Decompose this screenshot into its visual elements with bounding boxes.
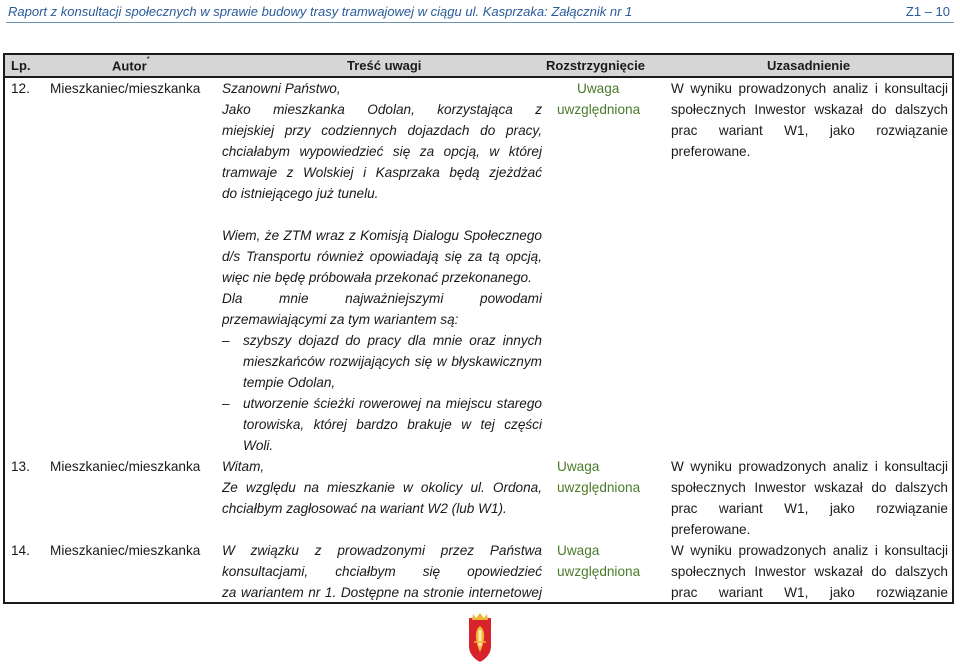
col-resolution: Rozstrzygnięcie [546,58,645,73]
row-lp: 13. [11,459,30,474]
bullet-list [222,330,542,456]
page-header [6,0,954,23]
col-justification: Uzasadnienie [767,58,851,73]
row-content: Witam, Ze względu na mieszkanie w okolicy ul. Ordona, chciałbym zagłosować na wariant W2 (lub W1). [222,459,542,516]
col-author: Autor* [112,55,150,74]
table-header [5,55,952,78]
list-item: – szybszy dojazd do pracy dla mnie oraz innych mieszkańców rozwijających się w błyskawicznym tempie Odolan, [222,330,542,393]
row-justification: W wyniku prowadzonych analiz i konsultacji społecznych Inwestor wskazał do dalszych prac wariant W1, jako rozwiązanie preferowane. [671,459,948,537]
row-content: Szanowni Państwo, Jako mieszkanka Odolan, korzystająca z miejskiej przy codziennych dojazdach do pracy, chciałabym wypowiedzieć się za opcją, w której tramwaje z Wolskiej i Kasprzaka będą zjeżdżać do istniejącego już tunelu. [222,81,542,201]
resolution-status: Uwaga uwzględniona [557,459,641,495]
row-author: Mieszkaniec/mieszkanka [50,81,201,96]
dash-bullet-icon: – [222,333,230,348]
row-lp: 12. [11,81,30,96]
list-item: – utworzenie ścieżki rowerowej na miejscu starego torowiska, której bardzo brakuje w tej części Woli. [222,393,542,456]
comments-table [3,53,954,604]
col-lp: Lp. [11,58,31,73]
row-author: Mieszkaniec/mieszkanka [50,459,201,474]
dash-bullet-icon: – [222,396,230,411]
resolution-status: Uwaga uwzględniona [557,543,641,579]
row-justification: W wyniku prowadzonych analiz i konsultacji społecznych Inwestor wskazał do dalszych prac wariant W1, jako rozwiązanie preferowane. [671,81,948,159]
resolution-status: Uwaga uwzględniona [557,81,641,117]
author-footnote-mark: * [146,55,150,64]
row-author: Mieszkaniec/mieszkanka [50,543,201,558]
warsaw-coat-of-arms-icon [465,612,495,664]
row-content: W związku z prowadzonymi przez Państwa konsultacjami, chciałbym się opowiedzieć za wariantem nr 1. Dostępne na stronie internetowej [222,543,542,600]
row-justification: W wyniku prowadzonych analiz i konsultacji społecznych Inwestor wskazał do dalszych prac wariant W1, jako rozwiązanie [671,543,948,600]
row-lp: 14. [11,543,30,558]
col-content: Treść uwagi [347,58,422,73]
report-title: Raport z konsultacji społecznych w sprawie budowy trasy tramwajowej w ciągu ul. Kasprzaka: Załącznik nr 1 [8,4,633,19]
page-number: Z1 – 10 [905,4,950,19]
row-content-continued: Wiem, że ZTM wraz z Komisją Dialogu Społecznego d/s Transportu również opowiadają się za tą opcją, więc nie będę próbowała przekonać przekonanego. Dla mnie najważniejszymi powodami przemawiającymi za tym wariantem są: [222,228,542,327]
